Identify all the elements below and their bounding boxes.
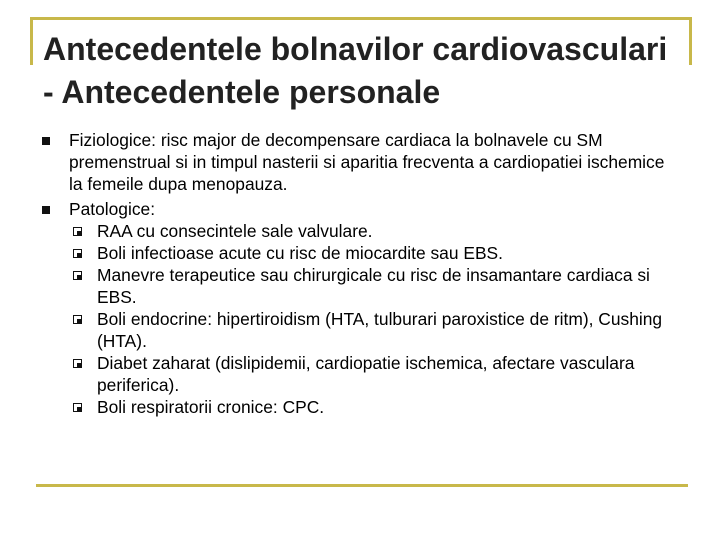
square-bullet-icon [42, 206, 50, 214]
sub-item-text: Boli infectioase acute cu risc de miocardite sau EBS. [97, 243, 503, 263]
sub-item [40, 242, 680, 264]
slide-body [40, 129, 680, 418]
sub-item [40, 308, 680, 352]
sub-item [40, 396, 680, 418]
slide-title: Antecedentele bolnavilor cardiovasculari - Antecedentele personale [43, 31, 668, 110]
list-item-patologice [40, 198, 680, 220]
sub-item-text: Boli respiratorii cronice: CPC. [97, 397, 325, 417]
sub-item-text: RAA cu consecintele sale valvulare. [97, 221, 373, 241]
item-text: Fiziologice: risc major de decompensare cardiaca la bolnavele cu SM premenstrual si in timpul nasterii si aparitia frecventa a cardiopatiei ischemice la femeile dupa menopauza. [69, 130, 665, 194]
item-label: Patologice [69, 199, 151, 219]
item-label-suffix: : [150, 199, 156, 219]
sub-item [40, 264, 680, 308]
sub-item-text: Boli endocrine: hipertiroidism (HTA, tulburari paroxistice de ritm), Cushing (HTA). [97, 309, 663, 351]
checkbox-bullet-icon [73, 359, 82, 368]
sub-item [40, 220, 680, 242]
list-item-fiziologice [40, 129, 680, 195]
title-frame-left [30, 17, 33, 65]
checkbox-bullet-icon [73, 403, 82, 412]
square-bullet-icon [42, 137, 50, 145]
title-frame-right [689, 17, 692, 65]
bottom-divider [36, 484, 688, 487]
checkbox-bullet-icon [73, 271, 82, 280]
sub-item [40, 352, 680, 396]
checkbox-bullet-icon [73, 227, 82, 236]
sub-item-text: Manevre terapeutice sau chirurgicale cu risc de insamantare cardiaca si EBS. [97, 265, 650, 307]
title-frame-top [30, 17, 692, 20]
checkbox-bullet-icon [73, 249, 82, 258]
sub-item-text: Diabet zaharat (dislipidemii, cardiopatie ischemica, afectare vasculara periferica). [97, 353, 635, 395]
checkbox-bullet-icon [73, 315, 82, 324]
